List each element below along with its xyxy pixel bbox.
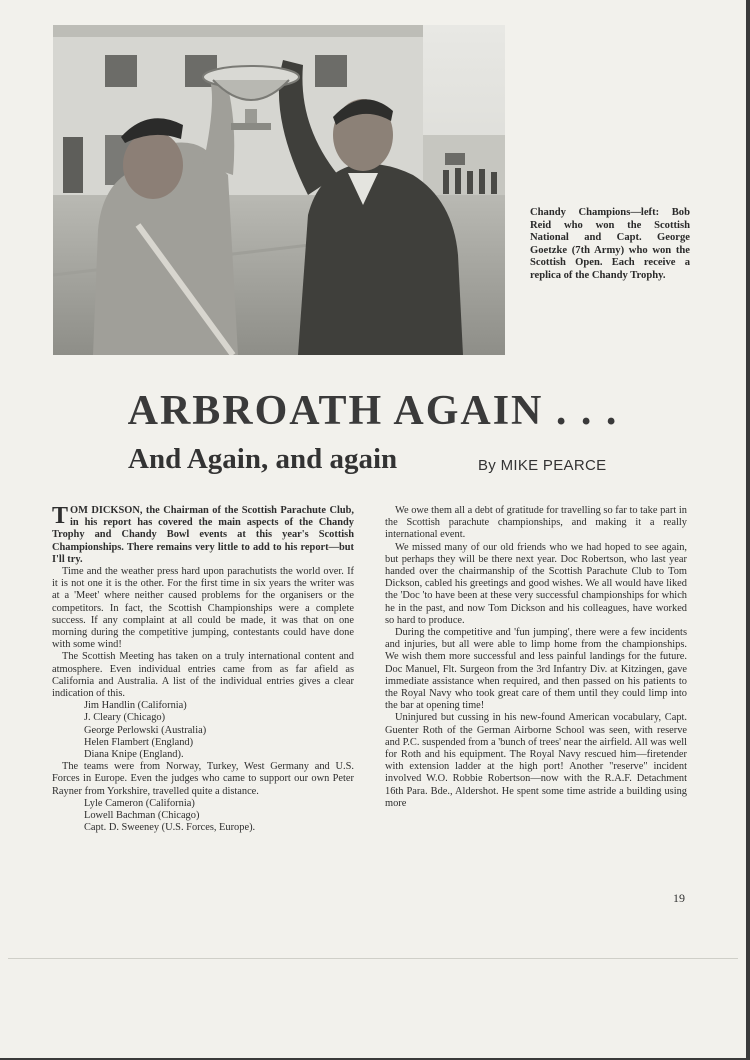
article-byline: By MIKE PEARCE (478, 457, 607, 474)
list-item: Jim Handlin (California) (84, 700, 187, 712)
list-item: Capt. D. Sweeney (U.S. Forces, Europe). (84, 822, 256, 834)
photo-caption: Chandy Champions—left: Bob Reid who won the Scottish National and Capt. George Goetzke (7th Army) who won the Scottish Open. Each receive a replica of the Chandy Trophy. (530, 207, 690, 281)
photo-icon (53, 25, 505, 355)
article-subhead: And Again, and again (128, 443, 398, 475)
paragraph: Uninjured but cussing in his new-found American vocabulary, Capt. Guenter Roth of the German Airborne School was seen, with reserve and P.C. suspended from a 'bunch of trees' near the airfield. All was well for Roth and his equipment. The Royal Navy rescued him—firetender with extension ladder at the high port! Another "reserve" incident involved W.O. Robbie Robertson—now with the R.A.F. Detachment 16th Para. Bde., Aldershot. He spent some time astride a building using more (385, 712, 687, 809)
list-item: Diana Knipe (England). (84, 749, 184, 761)
paragraph: During the competitive and 'fun jumping', there were a few incidents and injuries, but all were able to limp home from the championships. We wish them more successful and less painful landings for the future. Doc Manuel, Flt. Surgeon from the 3rd Infantry Div. at Kitzingen, gave immediate assistance when required, and then passed on his patients to the Royal Navy who took great care of them until they could limp into the bar at opening time! (385, 627, 687, 712)
drop-cap: T (52, 503, 69, 529)
list-item: J. Cleary (Chicago) (84, 712, 166, 724)
list-item: Helen Flambert (England) (84, 736, 194, 748)
page-number: 19 (673, 891, 685, 905)
list-item: Lowell Bachman (Chicago) (84, 810, 200, 822)
list-item: George Perlowski (Australia) (84, 724, 207, 736)
lead-text: OM DICKSON, the Chairman of the Scottish Parachute Club, in his report has covered the main aspects of the Chandy Trophy and Chandy Bowl events at this year's Scottish Championships. There remains very little to add to his report—but I'll try. (52, 505, 354, 565)
paragraph: We missed many of our old friends who we had hoped to see again, but perhaps they will be there next year. Doc Robertson, who last year handed over the chairmanship of the Scottish Parachute Club to Tom Dickson, cabled his greetings and good wishes. We all would have liked the 'Doc 'to have been at these very successful championships for which he in the past, and now Tom Dickson and his colleagues, have worked so hard to produce. (385, 541, 687, 626)
list-item: Lyle Cameron (California) (84, 797, 195, 809)
paragraph: Time and the weather press hard upon parachutists the world over. If it is not one it is the other. For the first time in six years the writer was at a 'Meet' where neither caused problems for the organisers or the competitors. In fact, the Scottish Championships were a complete success. If any complaint at all could be made, it was that on one morning during the competitive jumping, contestants could have done with some wind! (52, 566, 354, 651)
left-column (52, 505, 354, 834)
judges-list (52, 798, 354, 835)
paragraph: We owe them all a debt of gratitude for travelling so far to take part in the Scottish parachute championships, and making it a really international event. (385, 505, 687, 541)
article-headline: ARBROATH AGAIN . . . (127, 388, 619, 434)
paragraph: The Scottish Meeting has taken on a truly international content and atmosphere. Even individual entries came from as far afield as California and Australia. A list of the individual entries gives a clear indication of this. (52, 651, 354, 700)
lead-paragraph (52, 505, 354, 566)
right-column (385, 505, 687, 810)
footer-divider (8, 958, 738, 959)
entries-list (52, 700, 354, 761)
paragraph: The teams were from Norway, Turkey, West Germany and U.S. Forces in Europe. Even the judges who came to support our own Peter Rayner from Yorkshire, travelled quite a distance. (52, 761, 354, 797)
championship-photo (53, 25, 505, 355)
